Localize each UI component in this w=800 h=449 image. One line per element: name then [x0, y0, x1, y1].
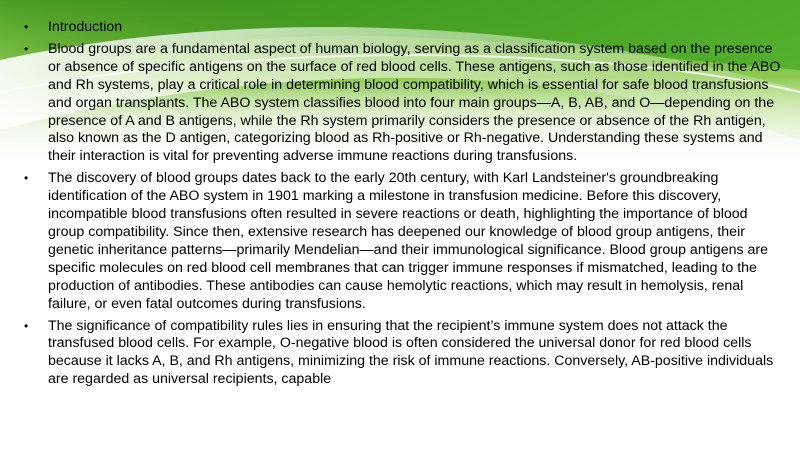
bullet-text: The significance of compatibility rules lies in ensuring that the recipient’s immune system does not attack the transfused blood cells. For example, O-negative blood is often considered the universal donor for red blood cells because it lacks A, B, and Rh antigens, minimizing the risk of immune reactions. Conversely, AB-positive individuals are regarded as universal recipients, capable: [48, 317, 774, 388]
bullet-list: [24, 19, 784, 389]
bullet-item-discovery-history: [24, 170, 784, 313]
bullet-item-blood-groups-overview: [24, 41, 784, 166]
bullet-item-introduction: [24, 19, 784, 37]
bullet-marker: •: [24, 41, 29, 56]
bullet-text: The discovery of blood groups dates back to the early 20th century, with Karl Landsteiner's groundbreaking identification of the ABO system in 1901 marking a milestone in transfusion medicine. Before this discovery, incompatible blood transfusions often resulted in severe reactions or death, highlighting the importance of blood group compatibility. Since then, extensive research has deepened our knowledge of blood group antigens, their genetic inheritance patterns—primarily Mendelian—and their immunological significance. Blood group antigens are specific molecules on red blood cell membranes that can trigger immune responses if mismatched, leading to the production of antibodies. These antibodies can cause hemolytic reactions, which may result in hemolysis, renal failure, or even fatal outcomes during transfusions.: [48, 170, 769, 312]
bullet-marker: •: [24, 171, 29, 186]
slide-content: [24, 19, 784, 393]
bullet-text: Introduction: [48, 19, 123, 35]
bullet-text: Blood groups are a fundamental aspect of human biology, serving as a classification system based on the presence or absence of specific antigens on the surface of red blood cells. These antigens, such as those identified in the ABO and Rh systems, play a critical role in determining blood compatibility, which is essential for safe blood transfusions and organ transplants. The ABO system classifies blood into four main groups—A, B, AB, and O—depending on the presence of A and B antigens, while the Rh system primarily considers the presence or absence of the Rh antigen, also known as the D antigen, categorizing blood as Rh-positive or Rh-negative. Understanding these systems and their interaction is vital for preventing adverse immune reactions during transfusions.: [48, 40, 781, 165]
bullet-item-compatibility-rules: [24, 318, 784, 390]
bullet-marker: •: [24, 318, 29, 333]
bullet-marker: •: [24, 20, 29, 34]
